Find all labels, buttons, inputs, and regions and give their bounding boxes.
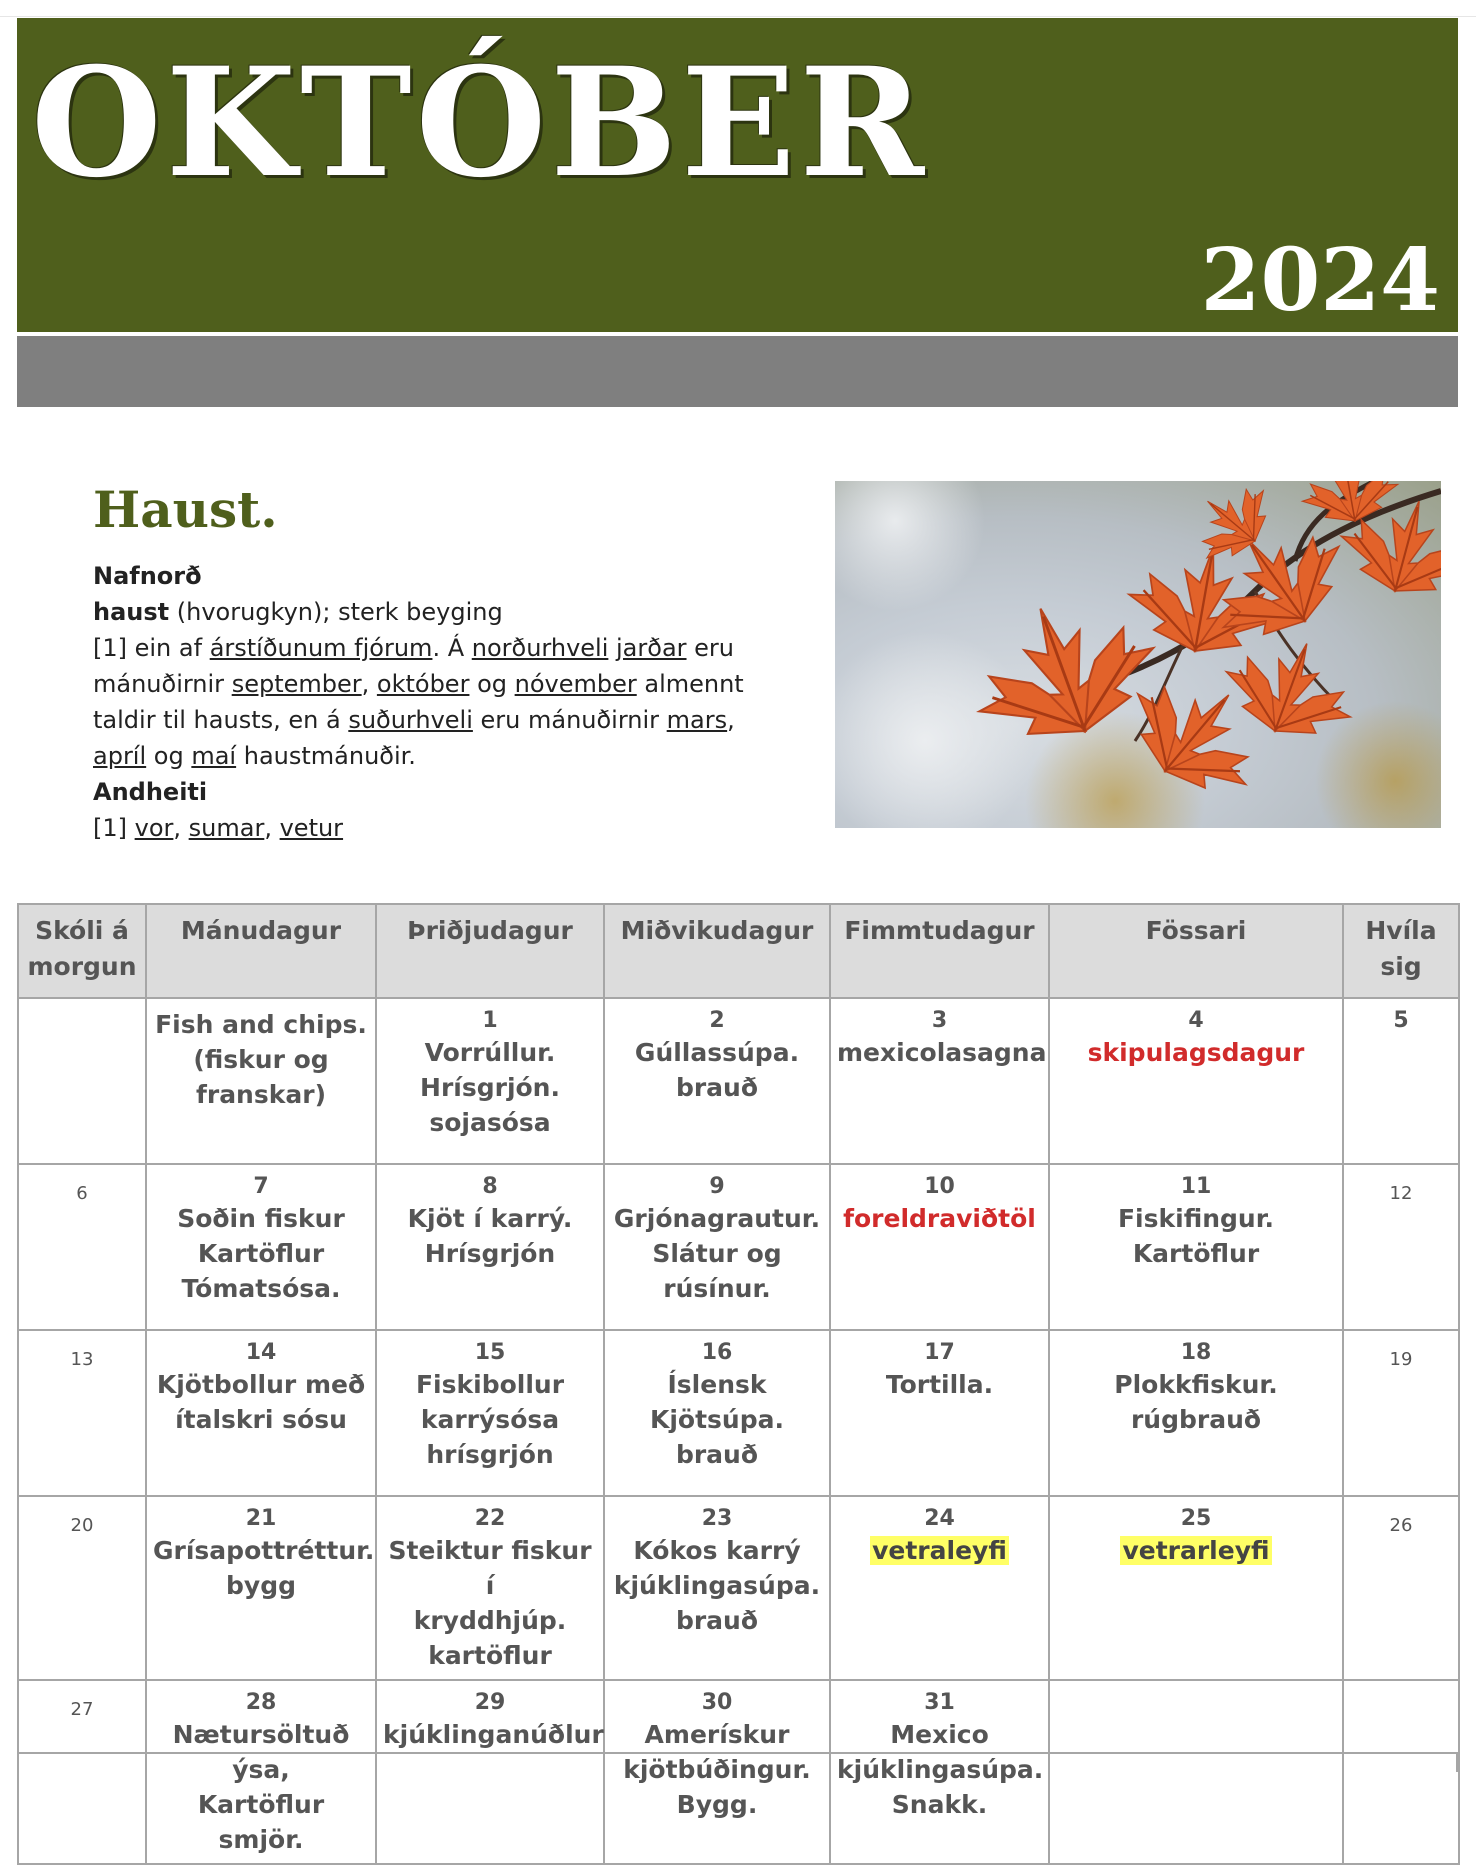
calendar-week-row — [18, 1680, 1459, 1864]
day-cell — [830, 1680, 1049, 1864]
menu-line: Amerískur — [644, 1720, 790, 1749]
menu-line: Grísapottréttur. — [153, 1536, 375, 1565]
day-cell — [1049, 1330, 1343, 1496]
event-parent-interviews: foreldraviðtöl — [843, 1204, 1036, 1233]
day-number: 12 — [1389, 1183, 1413, 1204]
day-cell — [376, 1330, 604, 1496]
col-header-manudagur: Mánudagur — [146, 904, 376, 998]
antonym-heading: Andheiti — [93, 778, 208, 806]
lunch-calendar-table — [17, 903, 1460, 1865]
day-cell — [376, 1680, 604, 1864]
def-text: eru mánuðirnir — [472, 706, 667, 734]
day-cell — [1049, 1496, 1343, 1680]
day-cell — [604, 998, 830, 1164]
link-oktober[interactable]: október — [376, 670, 470, 698]
link-nordurhveli[interactable]: norðurhveli — [471, 634, 609, 662]
day-number: 14 — [245, 1340, 277, 1365]
menu-line: sojasósa — [429, 1108, 551, 1137]
day-number: 18 — [1180, 1340, 1212, 1365]
week-start-cell — [18, 1164, 146, 1330]
week-start-day: 6 — [76, 1183, 88, 1204]
menu-line: kjúklinganúðlur — [383, 1720, 604, 1749]
day-number: 2 — [709, 1008, 725, 1033]
day-number: 7 — [253, 1174, 269, 1199]
antonym-list — [93, 810, 793, 846]
menu-line: Kartöflur — [197, 1239, 325, 1268]
day-cell — [830, 998, 1049, 1164]
menu-line: Soðin fiskur — [177, 1204, 345, 1233]
def-text: , — [727, 706, 735, 734]
day-cell — [830, 1330, 1049, 1496]
menu-line: Tortilla. — [885, 1370, 994, 1399]
day-number: 4 — [1188, 1008, 1204, 1033]
menu-line: Mexico — [890, 1720, 989, 1749]
menu-line: Kjötbollur með — [156, 1370, 366, 1399]
menu-line: rúsínur. — [663, 1274, 771, 1303]
event-winter-break: vetrarleyfi — [1122, 1536, 1270, 1565]
top-divider — [0, 16, 1476, 17]
year-title: 2024 — [1200, 230, 1440, 331]
definition-section — [93, 478, 793, 846]
menu-line: hrísgrjón — [426, 1440, 554, 1469]
day-cell — [146, 1496, 376, 1680]
menu-line: Kjöt í karrý. — [407, 1204, 573, 1233]
grid-line — [1342, 1754, 1344, 1772]
menu-line: Fiskifingur. — [1117, 1204, 1274, 1233]
day-number: 19 — [1389, 1349, 1413, 1370]
day-cell — [146, 998, 376, 1164]
link-jardar[interactable]: jarðar — [616, 634, 687, 662]
weekend-cell — [1343, 1680, 1459, 1864]
grid-line — [145, 1754, 147, 1772]
link-arstidir[interactable]: árstíðunum fjórum — [209, 634, 433, 662]
menu-line: Gúllassúpa. — [634, 1038, 800, 1067]
day-number: 28 — [245, 1690, 277, 1715]
def-text: og — [146, 742, 192, 770]
day-number: 26 — [1389, 1515, 1413, 1536]
menu-line: Nætursöltuð — [172, 1720, 350, 1749]
day-cell — [604, 1680, 830, 1864]
menu-line: brauð — [675, 1073, 759, 1102]
week-start-cell — [18, 1496, 146, 1680]
menu-line: (fiskur og — [193, 1045, 329, 1074]
menu-line: Slátur og — [652, 1239, 782, 1268]
day-number: 8 — [482, 1174, 498, 1199]
day-cell — [604, 1330, 830, 1496]
link-mai[interactable]: maí — [191, 742, 237, 770]
menu-line: brauð — [675, 1440, 759, 1469]
day-cell — [830, 1164, 1049, 1330]
week-start-day: 13 — [70, 1349, 94, 1370]
menu-line: kryddhjúp. — [413, 1606, 567, 1635]
day-number: 30 — [701, 1690, 733, 1715]
weekend-cell — [1343, 1164, 1459, 1330]
menu-line: franskar) — [195, 1080, 326, 1109]
link-sudurhveli[interactable]: suðurhveli — [348, 706, 473, 734]
def-text: almennt taldir til hausts, en á — [93, 670, 744, 734]
grid-line — [1456, 1754, 1458, 1772]
menu-line: Hrísgrjón — [424, 1239, 556, 1268]
week-start-day: 27 — [70, 1699, 94, 1720]
definition-text — [93, 630, 793, 774]
menu-line: ítalskri sósu — [175, 1405, 347, 1434]
calendar-header-row — [18, 904, 1459, 998]
day-number: 11 — [1180, 1174, 1212, 1199]
link-september[interactable]: september — [231, 670, 362, 698]
weekend-cell — [1343, 1496, 1459, 1680]
event-winter-break: vetraleyfi — [872, 1536, 1007, 1565]
col-header-midvikudagur: Miðvikudagur — [604, 904, 830, 998]
menu-line: karrýsósa — [420, 1405, 560, 1434]
menu-line: kartöflur — [428, 1641, 552, 1670]
col-header-thridjudagur: Þriðjudagur — [376, 904, 604, 998]
day-number: 17 — [924, 1340, 955, 1365]
def-text: [1] ein af — [93, 634, 210, 662]
week-start-cell — [18, 998, 146, 1164]
grid-line — [1048, 1754, 1050, 1772]
link-april[interactable]: apríl — [93, 742, 147, 770]
day-cell — [1049, 1680, 1343, 1864]
calendar-next-row-edge — [17, 1752, 1458, 1772]
menu-line: Kókos karrý — [633, 1536, 801, 1565]
menu-line: Vorrúllur. — [424, 1038, 556, 1067]
day-number: 9 — [709, 1174, 725, 1199]
day-number: 29 — [474, 1690, 506, 1715]
grid-line — [603, 1754, 605, 1772]
day-cell — [376, 998, 604, 1164]
day-number: 10 — [924, 1174, 955, 1199]
link-sumar[interactable]: sumar — [188, 814, 265, 842]
menu-line: kjúklingasúpa. — [837, 1755, 1044, 1784]
menu-line: Kjötsúpa. — [649, 1405, 784, 1434]
part-of-speech: Nafnorð — [93, 562, 202, 590]
menu-line: bygg — [226, 1571, 296, 1600]
month-title: OKTÓBER — [31, 35, 929, 211]
day-number: 23 — [701, 1506, 733, 1531]
link-november[interactable]: nóvember — [514, 670, 637, 698]
def-text: og — [469, 670, 515, 698]
def-text — [608, 634, 616, 662]
day-cell — [1049, 998, 1343, 1164]
menu-line: rúgbrauð — [1130, 1405, 1262, 1434]
weekend-cell — [1343, 1330, 1459, 1496]
headword: haust — [93, 598, 170, 626]
day-number: 1 — [482, 1008, 498, 1033]
menu-line: ýsa, — [232, 1755, 290, 1784]
def-text: haustmánuðir. — [236, 742, 416, 770]
day-cell — [1049, 1164, 1343, 1330]
week-start-day: 20 — [70, 1515, 94, 1536]
month-banner — [17, 18, 1458, 332]
day-number: 24 — [924, 1506, 955, 1531]
day-number: 5 — [1393, 1008, 1409, 1033]
day-number: 15 — [474, 1340, 506, 1365]
menu-line: Steiktur fiskur í — [388, 1536, 592, 1600]
menu-line: Plokkfiskur. — [1114, 1370, 1278, 1399]
day-cell — [830, 1496, 1049, 1680]
menu-line: Snakk. — [891, 1790, 988, 1819]
grid-line — [829, 1754, 831, 1772]
ant-text: [1] — [93, 814, 135, 842]
day-cell — [376, 1496, 604, 1680]
menu-line: Kartöflur — [1132, 1239, 1260, 1268]
ant-text: , — [173, 814, 189, 842]
day-number: 16 — [701, 1340, 733, 1365]
day-cell — [146, 1164, 376, 1330]
menu-line: Hrísgrjón. — [420, 1073, 560, 1102]
menu-line: brauð — [675, 1606, 759, 1635]
day-cell — [146, 1330, 376, 1496]
calendar-week-row — [18, 1330, 1459, 1496]
grid-line — [375, 1754, 377, 1772]
link-vetur[interactable]: vetur — [279, 814, 344, 842]
menu-line: Grjónagrautur. — [613, 1204, 821, 1233]
def-text: . Á — [432, 634, 472, 662]
grammar-text: (hvorugkyn); sterk beyging — [169, 598, 503, 626]
calendar-week-row — [18, 1164, 1459, 1330]
menu-line: Íslensk — [667, 1370, 767, 1399]
day-number: 21 — [245, 1506, 277, 1531]
grammar-line — [93, 594, 793, 630]
grey-divider-bar — [17, 336, 1458, 407]
link-mars[interactable]: mars — [666, 706, 728, 734]
week-start-cell — [18, 1680, 146, 1864]
day-cell — [604, 1496, 830, 1680]
col-header-skoli: Skóli á morgun — [18, 904, 146, 998]
col-header-fimmtudagur: Fimmtudagur — [830, 904, 1049, 998]
menu-line: mexicolasagna — [837, 1038, 1047, 1067]
menu-line: Bygg. — [676, 1790, 758, 1819]
calendar-week-row — [18, 998, 1459, 1164]
col-header-hvila-sig: Hvíla sig — [1343, 904, 1459, 998]
menu-line: kjúklingasúpa. — [613, 1571, 821, 1600]
menu-line: Fish and chips. — [155, 1010, 367, 1039]
day-cell — [604, 1164, 830, 1330]
def-text: eru mánuðirnir — [93, 634, 734, 698]
col-header-fossari: Fössari — [1049, 904, 1343, 998]
link-vor[interactable]: vor — [134, 814, 174, 842]
grid-line — [17, 1754, 19, 1772]
menu-line: kjötbúðingur. — [623, 1755, 811, 1784]
calendar-week-row — [18, 1496, 1459, 1680]
week-start-cell — [18, 1330, 146, 1496]
day-number: 25 — [1180, 1506, 1212, 1531]
day-cell — [146, 1680, 376, 1864]
event-planning-day: skipulagsdagur — [1087, 1038, 1305, 1067]
section-title: Haust. — [93, 480, 278, 539]
day-cell — [376, 1164, 604, 1330]
ant-text: , — [264, 814, 280, 842]
autumn-leaves-photo — [835, 481, 1441, 828]
weekend-cell — [1343, 998, 1459, 1164]
menu-line: Fiskibollur — [415, 1370, 565, 1399]
day-number: 31 — [924, 1690, 955, 1715]
menu-line: Tómatsósa. — [181, 1274, 341, 1303]
day-number: 3 — [931, 1008, 948, 1033]
menu-line: Kartöflur smjör. — [197, 1790, 325, 1854]
def-text: , — [361, 670, 377, 698]
day-number: 22 — [474, 1506, 506, 1531]
